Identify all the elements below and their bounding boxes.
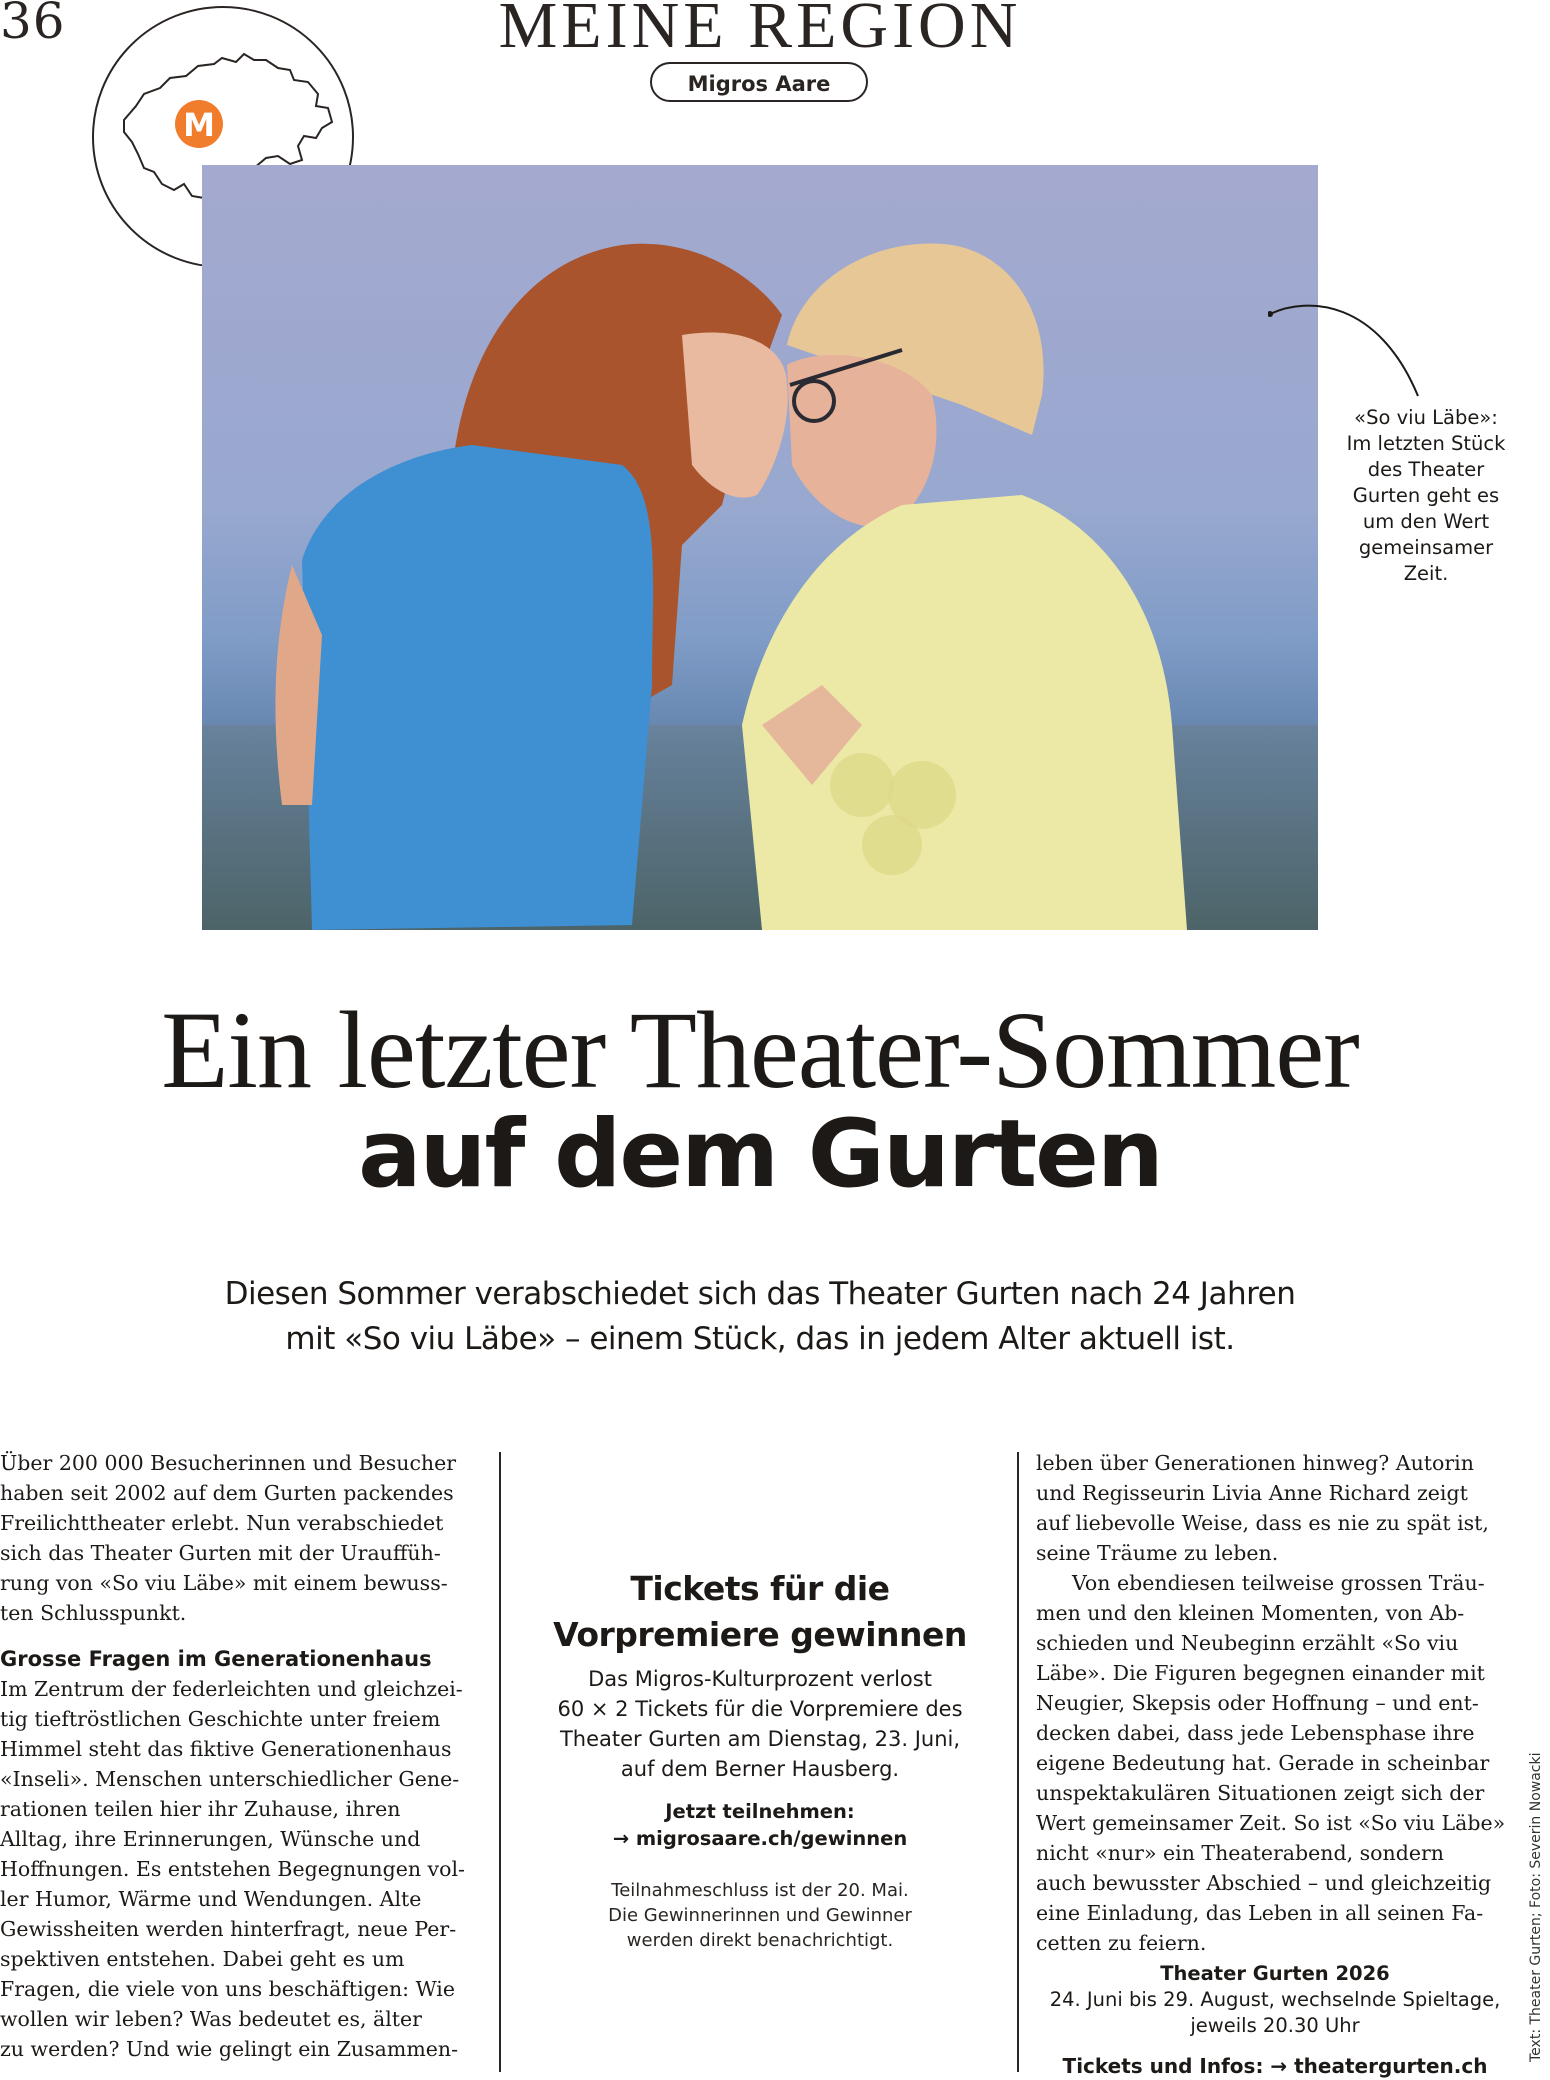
note-line: Die Gewinnerinnen und Gewinner <box>608 1905 912 1926</box>
text-line: Über 200 000 Besucherinnen und Besucher <box>0 1451 457 1475</box>
text-line: eigene Bedeutung hat. Gerade in scheinbar <box>1036 1751 1490 1775</box>
text-line: auf liebevolle Weise, dass es nie zu spät ist, <box>1036 1511 1489 1535</box>
headline-line-1: Ein letzter Theater-Sommer <box>161 989 1359 1111</box>
text-line: Fragen, die viele von uns beschäftigen: Wie <box>0 1977 455 2001</box>
section-title: MEINE REGION <box>498 0 1022 62</box>
text-line: leben über Generationen hinweg? Autorin <box>1036 1451 1474 1475</box>
text-line: haben seit 2002 auf dem Gurten packendes <box>0 1481 454 1505</box>
giveaway-link[interactable]: → migrosaare.ch/gewinnen <box>612 1827 908 1850</box>
note-line: werden direkt benachrichtigt. <box>626 1930 894 1951</box>
text-line: auf dem Berner Hausberg. <box>620 1757 900 1781</box>
region-badge: Migros Aare <box>650 62 868 102</box>
text-line: Freilichttheater erlebt. Nun verabschiedet <box>0 1511 444 1535</box>
text-line: tig tieftröstlichen Geschichte unter freiem <box>0 1707 441 1731</box>
text-line: Von ebendiesen teilweise grossen Träu- <box>1072 1571 1485 1595</box>
title-line: Tickets für die <box>630 1569 890 1608</box>
text-line: men und den kleinen Momenten, von Ab- <box>1036 1601 1465 1625</box>
caption-line: des Theater <box>1367 458 1485 481</box>
ticket-giveaway-box <box>520 1566 1000 1953</box>
photo-illustration <box>202 165 1318 930</box>
ticket-box-title <box>520 1566 1000 1658</box>
text-line: Im Zentrum der federleichten und gleichzei- <box>0 1677 463 1701</box>
tickets-link[interactable]: Tickets und Infos: → theatergurten.ch <box>1062 2054 1488 2078</box>
text-line: Das Migros-Kulturprozent verlost <box>588 1667 932 1691</box>
text-line: nicht «nur» ein Theaterabend, sondern <box>1036 1841 1444 1865</box>
text-line: und Regisseurin Livia Anne Richard zeigt <box>1036 1481 1468 1505</box>
text-line: Wert gemeinsamer Zeit. So ist «So viu Läbe» <box>1036 1811 1506 1835</box>
article-column-right <box>1036 1448 1514 1958</box>
title-line: Vorpremiere gewinnen <box>553 1615 967 1654</box>
caption-line: um den Wert <box>1362 510 1490 533</box>
text-line: sich das Theater Gurten mit der Urauffüh- <box>0 1541 441 1565</box>
text-line: 60 × 2 Tickets für die Vorpremiere des <box>557 1697 963 1721</box>
text-line: seine Träume zu leben. <box>1036 1541 1279 1565</box>
text-line: Läbe». Die Figuren begegnen einander mit <box>1036 1661 1485 1685</box>
text-line: zu werden? Und wie gelingt ein Zusammen- <box>0 2037 459 2061</box>
column-divider <box>1017 1452 1019 2072</box>
ticket-box-note <box>520 1878 1000 1953</box>
event-time: jeweils 20.30 Uhr <box>1190 2014 1360 2037</box>
text-line: Alltag, ihre Erinnerungen, Wünsche und <box>0 1827 421 1851</box>
cta-label: Jetzt teilnehmen: <box>665 1800 855 1823</box>
text-line: auch bewusster Abschied – und gleichzeitig <box>1036 1871 1492 1895</box>
text-line: Gewissheiten werden hinterfragt, neue Per- <box>0 1917 457 1941</box>
column-divider <box>499 1452 501 2072</box>
text-line: Hoffnungen. Es entstehen Begegnungen vol- <box>0 1857 465 1881</box>
text-line: ler Humor, Wärme und Wendungen. Alte <box>0 1887 422 1911</box>
event-dates: 24. Juni bis 29. August, wechselnde Spieltage, <box>1049 1988 1501 2011</box>
article-subheading: Grosse Fragen im Generationenhaus <box>0 1647 432 1671</box>
text-line: unspektakulären Situationen zeigt sich der <box>1036 1781 1485 1805</box>
lead-line: mit «So viu Läbe» – einem Stück, das in jedem Alter aktuell ist. <box>285 1321 1235 1357</box>
text-line: cetten zu feiern. <box>1036 1931 1207 1955</box>
event-info-block <box>1036 1960 1514 2080</box>
caption-line: Zeit. <box>1403 562 1449 585</box>
ticket-box-cta <box>520 1798 1000 1852</box>
text-line: Neugier, Skepsis oder Hoffnung – und ent- <box>1036 1691 1479 1715</box>
photo-caption <box>1332 405 1520 587</box>
lead-line: Diesen Sommer verabschiedet sich das Theater Gurten nach 24 Jahren <box>224 1276 1296 1312</box>
page-number: 36 <box>0 0 66 50</box>
text-line: eine Einladung, das Leben in all seinen Fa- <box>1036 1901 1484 1925</box>
headline-line-2: auf dem Gurten <box>358 1100 1162 1209</box>
text-line: wollen wir leben? Was bedeutet es, älter <box>0 2007 422 2031</box>
caption-pointer-line <box>1268 296 1428 406</box>
text-line: spektiven entstehen. Dabei geht es um <box>0 1947 405 1971</box>
note-line: Teilnahmeschluss ist der 20. Mai. <box>611 1880 909 1901</box>
text-line: Himmel steht das fiktive Generationenhaus <box>0 1737 452 1761</box>
event-title: Theater Gurten 2026 <box>1160 1962 1390 1985</box>
text-line: schieden und Neubeginn erzählt «So viu <box>1036 1631 1459 1655</box>
text-line: rationen teilen hier ihr Zuhause, ihren <box>0 1797 401 1821</box>
article-lead <box>100 1272 1420 1362</box>
logo-letter: M <box>183 106 215 144</box>
photo-credit: Text: Theater Gurten; Foto: Severin Nowacki <box>1528 1752 1544 2062</box>
text-line: «Inseli». Menschen unterschiedlicher Gene- <box>0 1767 460 1791</box>
caption-line: Im letzten Stück <box>1346 432 1506 455</box>
caption-line: «So viu Läbe»: <box>1354 406 1498 429</box>
article-photo <box>202 165 1318 930</box>
ticket-box-text <box>520 1664 1000 1784</box>
text-line: decken dabei, dass jede Lebensphase ihre <box>1036 1721 1475 1745</box>
article-column-left <box>0 1448 480 2064</box>
caption-line: gemeinsamer <box>1358 536 1494 559</box>
text-line: Theater Gurten am Dienstag, 23. Juni, <box>559 1727 961 1751</box>
text-line: ten Schlusspunkt. <box>0 1601 187 1625</box>
text-line: rung von «So viu Läbe» mit einem bewuss- <box>0 1571 448 1595</box>
caption-line: Gurten geht es <box>1352 484 1500 507</box>
